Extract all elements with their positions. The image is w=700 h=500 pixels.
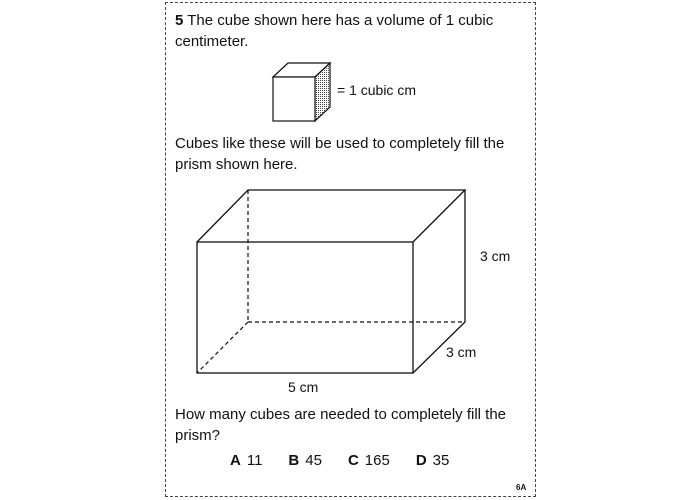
ask-line-1: How many cubes are needed to completely fill the — [175, 406, 507, 423]
question-ask — [175, 404, 525, 446]
prism-top-face — [197, 190, 465, 242]
question-number: 5 — [175, 12, 184, 29]
answer-option-b[interactable]: B 45 — [288, 452, 322, 469]
cube-volume-label: = 1 cubic cm — [337, 82, 416, 98]
answer-choices — [230, 452, 449, 469]
prism-front-face — [197, 242, 413, 373]
answer-option-c[interactable]: C 165 — [347, 452, 390, 469]
prism-depth-label: 3 cm — [446, 344, 477, 360]
fill-line-1: Cubes like these will be used to completely fill the — [175, 135, 505, 152]
prism-length-label: 5 cm — [288, 379, 319, 395]
answer-option-d[interactable]: D 35 — [415, 452, 450, 469]
prism-height-label: 3 cm — [480, 248, 511, 264]
page-code: 6A — [516, 483, 527, 492]
answer-option-a[interactable]: A 11 — [230, 452, 263, 469]
fill-line-2: prism shown here. — [175, 156, 298, 173]
intro-line-1: The cube shown here has a volume of 1 cubic — [187, 12, 494, 29]
ask-line-2: prism? — [175, 427, 221, 444]
prism-hidden-edge-depth — [197, 322, 248, 373]
intro-line-2: centimeter. — [175, 33, 249, 50]
